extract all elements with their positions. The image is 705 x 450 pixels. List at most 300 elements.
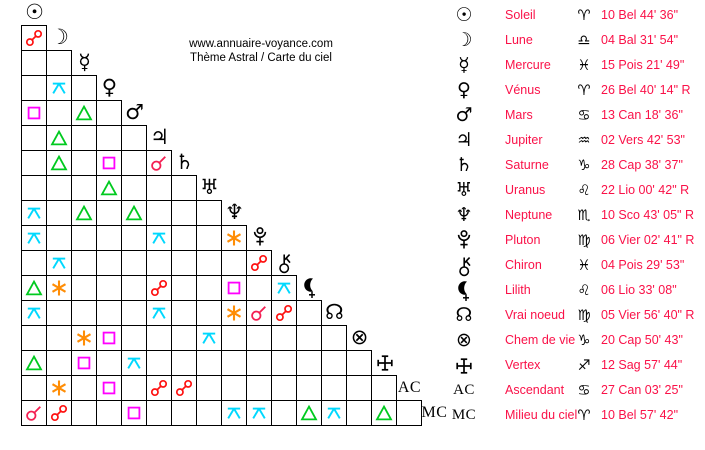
- zodiac-sign-icon: ♏: [577, 207, 591, 224]
- opposition-aspect-icon: [150, 379, 168, 397]
- sextile-aspect-icon: [225, 304, 243, 322]
- planet-name: Lune: [505, 33, 533, 47]
- quincunx-aspect-icon: [25, 229, 43, 247]
- planet-name: Soleil: [505, 8, 536, 22]
- opposition-aspect-icon: [50, 404, 68, 422]
- aspect-cell: [46, 325, 72, 351]
- aspect-cell: [71, 150, 97, 176]
- zodiac-sign-icon: ♈: [577, 7, 591, 24]
- chiron-icon: [277, 251, 292, 274]
- planet-symbol-chiron: [457, 254, 472, 277]
- planet-symbol-chem-de-vie: ⊗: [456, 329, 472, 351]
- conjunction-aspect: [150, 154, 168, 172]
- planet-position: 20 Cap 50' 43": [601, 333, 683, 347]
- aspect-cell: [121, 175, 147, 201]
- planet-symbol-vrai-noeud: ☊: [455, 304, 473, 326]
- aspect-cell: [321, 375, 347, 401]
- square-aspect-icon: [125, 404, 143, 422]
- aspect-cell: [96, 150, 122, 176]
- aspect-cell: [121, 150, 147, 176]
- lilith-icon: [457, 280, 471, 302]
- aspect-cell: [71, 325, 97, 351]
- aspect-cell: [146, 150, 172, 176]
- trine-aspect-icon: [50, 129, 68, 147]
- zodiac-sign-icon: ♌: [577, 282, 591, 299]
- planet-position: 04 Bal 31' 54": [601, 33, 679, 47]
- aspect-cell: [146, 325, 172, 351]
- sextile-aspect: [75, 329, 93, 347]
- aspect-cell: [71, 250, 97, 276]
- aspect-cell: [296, 375, 322, 401]
- planet-symbol-lilith: [457, 280, 471, 302]
- aspect-cell: [246, 400, 272, 426]
- trine-aspect: [50, 154, 68, 172]
- legend-symbol-lilith: [449, 278, 479, 303]
- legend-symbol-ascendant: [449, 378, 479, 403]
- aspect-cell: [246, 325, 272, 351]
- aspect-cell: [171, 375, 197, 401]
- opposition-aspect: [50, 404, 68, 422]
- planet-name: Vrai noeud: [505, 308, 565, 322]
- page-subtitle: Thème Astral / Carte du ciel: [190, 51, 332, 64]
- aspect-cell: [246, 350, 272, 376]
- aspect-cell: [196, 225, 222, 251]
- quincunx-aspect-icon: [125, 354, 143, 372]
- trine-aspect-icon: [25, 354, 43, 372]
- aspect-cell: [46, 400, 72, 426]
- planet-name: Chem de vie: [505, 333, 576, 347]
- planet-name: Saturne: [505, 158, 549, 172]
- planet-position: 05 Vier 56' 40" R: [601, 308, 695, 322]
- trine-aspect-icon: [125, 204, 143, 222]
- aspect-cell: [146, 275, 172, 301]
- aspect-cell: [71, 375, 97, 401]
- planet-symbol-neptune: ♆: [225, 200, 244, 224]
- grid-planet-vrai-noeud: [322, 300, 347, 325]
- planet-symbol-pluton: [456, 229, 472, 252]
- trine-aspect: [300, 404, 318, 422]
- planet-symbol-lune: ☽: [455, 29, 473, 51]
- square-aspect: [25, 104, 43, 122]
- grid-planet-saturne: [172, 150, 197, 175]
- trine-aspect-icon: [375, 404, 393, 422]
- aspect-cell: [246, 275, 272, 301]
- opposition-aspect: [275, 304, 293, 322]
- square-aspect-icon: [100, 379, 118, 397]
- aspect-cell: [21, 25, 47, 51]
- legend-symbol-lune: [449, 28, 479, 53]
- legend-symbol-chem-de-vie: [449, 328, 479, 353]
- aspect-cell: [196, 325, 222, 351]
- opposition-aspect-icon: [150, 279, 168, 297]
- planet-name: Chiron: [505, 258, 542, 272]
- quincunx-aspect: [225, 404, 243, 422]
- planet-symbol-venus: ♀: [101, 75, 118, 99]
- quincunx-aspect: [125, 354, 143, 372]
- planet-symbol-mercure: ☿: [458, 54, 470, 76]
- legend-symbol-mars: [449, 103, 479, 128]
- planet-symbol-jupiter: ♃: [455, 129, 473, 151]
- planet-position: 12 Sag 57' 44": [601, 358, 683, 372]
- aspect-cell: [171, 200, 197, 226]
- aspect-cell: [221, 250, 247, 276]
- aspect-cell: [71, 275, 97, 301]
- grid-planet-ascendant: [397, 375, 422, 400]
- aspect-cell: [371, 400, 397, 426]
- conjunction-aspect: [250, 304, 268, 322]
- sextile-aspect: [50, 279, 68, 297]
- planet-position: 02 Vers 42' 53": [601, 133, 685, 147]
- planet-name: Mercure: [505, 58, 551, 72]
- aspect-cell: [96, 350, 122, 376]
- pluto-icon: [252, 226, 268, 249]
- aspect-cell: [21, 75, 47, 101]
- quincunx-aspect-icon: [325, 404, 343, 422]
- aspect-cell: [121, 350, 147, 376]
- aspect-cell: [221, 300, 247, 326]
- square-aspect: [125, 404, 143, 422]
- aspect-cell: [221, 325, 247, 351]
- aspect-cell: [46, 300, 72, 326]
- aspect-cell: [171, 250, 197, 276]
- trine-aspect-icon: [25, 279, 43, 297]
- planet-symbol-mars: ♂: [455, 104, 473, 126]
- aspect-cell: [96, 175, 122, 201]
- aspect-cell: [71, 300, 97, 326]
- planet-symbol-lilith: [303, 277, 317, 299]
- grid-planet-jupiter: [147, 125, 172, 150]
- aspect-cell: [146, 350, 172, 376]
- aspect-cell: [171, 300, 197, 326]
- zodiac-sign-icon: ♋: [577, 382, 591, 399]
- aspect-cell: [146, 225, 172, 251]
- planet-symbol-pluton: [252, 226, 268, 249]
- aspect-cell: [296, 400, 322, 426]
- legend-symbol-chiron: [449, 253, 479, 278]
- trine-aspect: [100, 179, 118, 197]
- aspect-cell: [171, 225, 197, 251]
- aspect-cell: [21, 275, 47, 301]
- square-aspect-icon: [25, 104, 43, 122]
- planet-position: 22 Lio 00' 42" R: [601, 183, 690, 197]
- aspect-cell: [46, 275, 72, 301]
- sextile-aspect-icon: [75, 329, 93, 347]
- planet-symbol-ascendant: AC: [397, 378, 422, 396]
- planet-symbol-soleil: ☉: [455, 4, 473, 26]
- aspect-cell: [171, 325, 197, 351]
- planet-position: 13 Can 18' 36": [601, 108, 683, 122]
- aspect-cell: [96, 300, 122, 326]
- planet-name: Lilith: [505, 283, 531, 297]
- grid-planet-soleil: [22, 0, 47, 25]
- opposition-aspect-icon: [25, 29, 43, 47]
- legend-symbol-neptune: [449, 203, 479, 228]
- quincunx-aspect-icon: [150, 304, 168, 322]
- site-url: www.annuaire-voyance.com: [189, 38, 333, 50]
- planet-name: Uranus: [505, 183, 546, 197]
- opposition-aspect: [175, 379, 193, 397]
- aspect-cell: [271, 300, 297, 326]
- quincunx-aspect-icon: [50, 79, 68, 97]
- aspect-cell: [121, 325, 147, 351]
- sextile-aspect-icon: [50, 379, 68, 397]
- aspect-cell: [221, 350, 247, 376]
- trine-aspect: [25, 279, 43, 297]
- aspect-cell: [321, 325, 347, 351]
- aspect-cell: [21, 125, 47, 151]
- aspect-cell: [46, 175, 72, 201]
- quincunx-aspect-icon: [50, 254, 68, 272]
- aspect-cell: [96, 200, 122, 226]
- aspect-cell: [21, 400, 47, 426]
- legend-symbol-soleil: [449, 3, 479, 28]
- opposition-aspect: [250, 254, 268, 272]
- trine-aspect-icon: [300, 404, 318, 422]
- planet-name: Vertex: [505, 358, 541, 372]
- planet-symbol-lune: ☽: [50, 25, 69, 49]
- opposition-aspect: [25, 29, 43, 47]
- aspect-cell: [121, 250, 147, 276]
- aspect-cell: [171, 175, 197, 201]
- aspect-cell: [21, 200, 47, 226]
- planet-position: 27 Can 03' 25": [601, 383, 683, 397]
- zodiac-sign-icon: ♈: [577, 82, 591, 99]
- planet-symbol-uranus: ♅: [200, 175, 219, 199]
- planet-position: 10 Bel 57' 42": [601, 408, 679, 422]
- quincunx-aspect: [250, 404, 268, 422]
- grid-planet-uranus: [197, 175, 222, 200]
- planet-symbol-saturne: ♄: [455, 154, 473, 176]
- aspect-cell: [21, 150, 47, 176]
- aspect-cell: [146, 400, 172, 426]
- planet-name: Jupiter: [505, 133, 543, 147]
- aspect-cell: [71, 400, 97, 426]
- square-aspect: [100, 154, 118, 172]
- trine-aspect: [25, 354, 43, 372]
- aspect-cell: [221, 275, 247, 301]
- aspect-cell: [46, 350, 72, 376]
- zodiac-sign-icon: ♓: [577, 57, 591, 74]
- aspect-cell: [196, 200, 222, 226]
- trine-aspect: [50, 129, 68, 147]
- aspect-cell: [246, 375, 272, 401]
- aspect-cell: [271, 325, 297, 351]
- aspect-cell: [171, 350, 197, 376]
- aspect-cell: [96, 100, 122, 126]
- title-block: [156, 38, 366, 65]
- pluto-icon: [456, 229, 472, 252]
- sextile-aspect-icon: [50, 279, 68, 297]
- square-aspect: [225, 279, 243, 297]
- zodiac-sign-icon: ♋: [577, 107, 591, 124]
- aspect-cell: [196, 275, 222, 301]
- legend-symbol-jupiter: [449, 128, 479, 153]
- aspect-cell: [221, 400, 247, 426]
- planet-symbol-chiron: [277, 251, 292, 274]
- legend-symbol-vrai-noeud: [449, 303, 479, 328]
- quincunx-aspect-icon: [250, 404, 268, 422]
- grid-planet-mercure: [72, 50, 97, 75]
- planet-symbol-soleil: ☉: [25, 0, 44, 24]
- chiron-icon: [457, 254, 472, 277]
- aspect-cell: [46, 225, 72, 251]
- planet-position: 15 Pois 21' 49": [601, 58, 685, 72]
- aspect-cell: [196, 300, 222, 326]
- aspect-cell: [371, 375, 397, 401]
- quincunx-aspect-icon: [25, 304, 43, 322]
- aspect-cell: [296, 350, 322, 376]
- aspect-cell: [46, 125, 72, 151]
- aspect-cell: [121, 400, 147, 426]
- aspect-cell: [46, 150, 72, 176]
- planet-name: Ascendant: [505, 383, 565, 397]
- quincunx-aspect: [50, 79, 68, 97]
- square-aspect-icon: [100, 154, 118, 172]
- quincunx-aspect-icon: [25, 204, 43, 222]
- square-aspect: [75, 354, 93, 372]
- aspect-cell: [146, 175, 172, 201]
- quincunx-aspect: [25, 304, 43, 322]
- quincunx-aspect: [150, 229, 168, 247]
- aspect-cell: [46, 200, 72, 226]
- quincunx-aspect-icon: [150, 229, 168, 247]
- grid-planet-lilith: [297, 275, 322, 300]
- aspect-cell: [321, 400, 347, 426]
- planet-position: 04 Pois 29' 53": [601, 258, 685, 272]
- planet-symbol-saturne: ♄: [175, 150, 194, 174]
- zodiac-sign-icon: ♐: [577, 357, 591, 374]
- vertex-icon: [375, 353, 395, 373]
- aspect-cell: [271, 400, 297, 426]
- legend-symbol-mercure: [449, 53, 479, 78]
- aspect-cell: [146, 375, 172, 401]
- planet-symbol-uranus: ♅: [455, 179, 473, 201]
- aspect-cell: [71, 75, 97, 101]
- planet-symbol-vrai-noeud: ☊: [325, 300, 344, 324]
- opposition-aspect: [150, 379, 168, 397]
- quincunx-aspect: [275, 279, 293, 297]
- aspect-cell: [96, 400, 122, 426]
- zodiac-sign-icon: ♌: [577, 182, 591, 199]
- opposition-aspect-icon: [275, 304, 293, 322]
- aspect-cell: [346, 400, 372, 426]
- quincunx-aspect-icon: [200, 329, 218, 347]
- trine-aspect: [125, 204, 143, 222]
- planet-symbol-vertex: [454, 356, 474, 376]
- quincunx-aspect: [25, 204, 43, 222]
- zodiac-sign-icon: ♓: [577, 257, 591, 274]
- lilith-icon: [303, 277, 317, 299]
- quincunx-aspect: [200, 329, 218, 347]
- trine-aspect-icon: [75, 204, 93, 222]
- aspect-cell: [196, 250, 222, 276]
- aspect-cell: [146, 200, 172, 226]
- aspect-cell: [21, 175, 47, 201]
- aspect-cell: [146, 250, 172, 276]
- aspect-cell: [21, 250, 47, 276]
- sextile-aspect: [225, 229, 243, 247]
- legend-symbol-saturne: [449, 153, 479, 178]
- aspect-cell: [71, 100, 97, 126]
- trine-aspect-icon: [75, 104, 93, 122]
- zodiac-sign-icon: ♈: [577, 407, 591, 424]
- planet-symbol-chem-de-vie: ⊗: [350, 325, 369, 349]
- conjunction-aspect-icon: [150, 154, 168, 172]
- planet-symbol-mercure: ☿: [78, 50, 91, 74]
- trine-aspect: [75, 104, 93, 122]
- vertex-icon: [454, 356, 474, 376]
- trine-aspect-icon: [100, 179, 118, 197]
- grid-planet-mars: [122, 100, 147, 125]
- zodiac-sign-icon: ♑: [577, 332, 591, 349]
- quincunx-aspect-icon: [225, 404, 243, 422]
- aspect-cell: [71, 200, 97, 226]
- aspect-cell: [21, 350, 47, 376]
- planet-symbol-mars: ♂: [125, 100, 144, 124]
- aspect-cell: [146, 300, 172, 326]
- zodiac-sign-icon: ♍: [577, 307, 591, 324]
- zodiac-sign-icon: ♍: [577, 232, 591, 249]
- square-aspect-icon: [225, 279, 243, 297]
- aspect-cell: [71, 350, 97, 376]
- aspect-cell: [46, 100, 72, 126]
- aspect-cell: [21, 375, 47, 401]
- aspect-cell: [246, 250, 272, 276]
- aspect-cell: [96, 250, 122, 276]
- aspect-cell: [46, 75, 72, 101]
- aspect-cell: [21, 100, 47, 126]
- quincunx-aspect: [325, 404, 343, 422]
- planet-name: Pluton: [505, 233, 541, 247]
- grid-planet-venus: [97, 75, 122, 100]
- quincunx-aspect-icon: [275, 279, 293, 297]
- aspect-cell: [346, 375, 372, 401]
- quincunx-aspect: [150, 304, 168, 322]
- legend-symbol-venus: [449, 78, 479, 103]
- quincunx-aspect: [50, 254, 68, 272]
- zodiac-sign-icon: ♑: [577, 157, 591, 174]
- aspect-cell: [196, 350, 222, 376]
- conjunction-aspect-icon: [25, 404, 43, 422]
- aspect-cell: [96, 325, 122, 351]
- grid-planet-chem-de-vie: [347, 325, 372, 350]
- aspect-cell: [46, 375, 72, 401]
- aspect-cell: [396, 400, 422, 426]
- aspect-cell: [246, 300, 272, 326]
- aspect-cell: [271, 350, 297, 376]
- planet-name: Mars: [505, 108, 533, 122]
- conjunction-aspect-icon: [250, 304, 268, 322]
- grid-planet-lune: [47, 25, 72, 50]
- trine-aspect: [375, 404, 393, 422]
- planet-symbol-ascendant: AC: [453, 382, 475, 398]
- aspect-cell: [296, 300, 322, 326]
- aspect-cell: [71, 125, 97, 151]
- planet-position: 10 Sco 43' 05" R: [601, 208, 694, 222]
- planet-position: 28 Cap 38' 37": [601, 158, 683, 172]
- planet-position: 06 Vier 02' 41" R: [601, 233, 695, 247]
- grid-planet-vertex: [372, 350, 397, 375]
- aspect-cell: [96, 275, 122, 301]
- legend-symbol-milieu-du-ciel: [449, 403, 479, 428]
- planet-name: Neptune: [505, 208, 553, 222]
- grid-planet-chiron: [272, 250, 297, 275]
- opposition-aspect-icon: [175, 379, 193, 397]
- planet-symbol-jupiter: ♃: [150, 125, 169, 149]
- aspect-cell: [221, 225, 247, 251]
- aspect-cell: [321, 350, 347, 376]
- planet-name: Milieu du ciel: [505, 408, 578, 422]
